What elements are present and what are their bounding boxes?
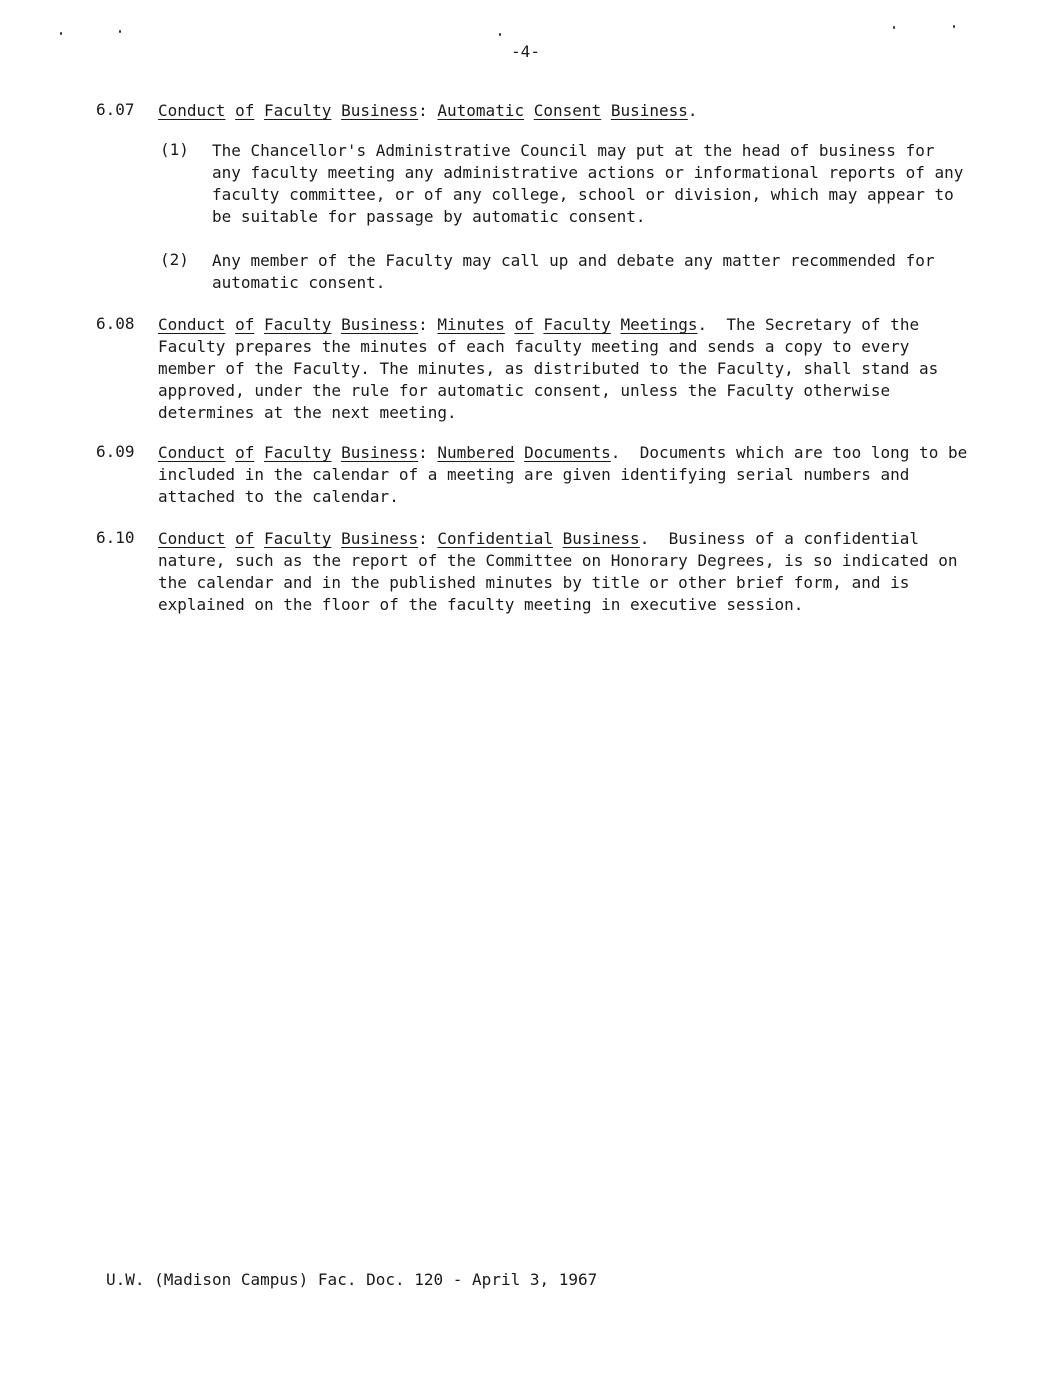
section-heading xyxy=(158,100,976,122)
subitem-number: (2) xyxy=(160,250,189,269)
heading-word: of xyxy=(235,315,255,334)
scan-speck xyxy=(119,30,121,33)
scan-speck xyxy=(499,33,501,36)
heading-word: Consent xyxy=(533,101,602,120)
heading-word: Business xyxy=(341,529,419,548)
heading-word: Numbered xyxy=(437,443,515,462)
section-number: 6.09 xyxy=(96,442,135,461)
section-text xyxy=(158,314,976,424)
heading-word: Meetings xyxy=(620,315,698,334)
heading-word: of xyxy=(514,315,534,334)
scan-speck xyxy=(60,32,62,35)
heading-word: Business xyxy=(341,101,419,120)
subitem-2 xyxy=(160,250,972,294)
heading-word: Faculty xyxy=(543,315,611,334)
heading-word: Business xyxy=(610,101,688,120)
scan-speck xyxy=(893,26,895,29)
page-number: -4- xyxy=(511,42,540,61)
heading-word: Business xyxy=(562,529,640,548)
subitem-text: Any member of the Faculty may call up and debate any matter recommended for automatic consent. xyxy=(212,251,935,292)
heading-period: . xyxy=(697,315,708,334)
heading-word: Minutes xyxy=(437,315,505,334)
heading-word: Faculty xyxy=(263,529,332,548)
section-6-10 xyxy=(96,528,976,616)
heading-word: Faculty xyxy=(263,443,332,462)
heading-word: of xyxy=(235,443,255,462)
heading-word: Documents xyxy=(524,443,611,462)
heading-colon: : xyxy=(418,529,438,548)
heading-word: of xyxy=(235,529,255,548)
heading-word: Faculty xyxy=(263,315,332,334)
heading-word: Automatic xyxy=(437,101,525,120)
section-6-09 xyxy=(96,442,976,508)
section-6-07 xyxy=(96,100,976,122)
heading-word: Confidential xyxy=(437,529,553,548)
heading-period: . xyxy=(610,443,621,462)
section-number: 6.10 xyxy=(96,528,135,547)
heading-colon: : xyxy=(418,315,438,334)
heading-word: Business xyxy=(341,315,419,334)
scan-speck xyxy=(953,25,955,28)
heading-word: Faculty xyxy=(263,101,332,120)
heading-period: . xyxy=(639,529,650,548)
heading-colon: : xyxy=(418,443,438,462)
section-number: 6.07 xyxy=(96,100,135,119)
section-number: 6.08 xyxy=(96,314,135,333)
document-footer: U.W. (Madison Campus) Fac. Doc. 120 - April 3, 1967 xyxy=(106,1270,598,1289)
subitem-number: (1) xyxy=(160,140,189,159)
heading-colon: : xyxy=(418,101,438,120)
heading-word: Conduct xyxy=(158,101,226,120)
heading-period: . xyxy=(687,101,698,120)
heading-word: Conduct xyxy=(158,529,226,548)
section-body: The Secretary of the Faculty prepares the minutes of each faculty meeting and sends a copy to every member of the Faculty. The minutes, as distributed to the Faculty, shall stand as approved, under the rule for automatic consent, unless the Faculty otherwise determines at the next meeting. xyxy=(158,315,939,422)
heading-word: Business xyxy=(341,443,419,462)
section-text xyxy=(158,528,976,616)
heading-word: Conduct xyxy=(158,315,226,334)
heading-word: of xyxy=(235,101,255,120)
subitem-text: The Chancellor's Administrative Council may put at the head of business for any faculty meeting any administrative actions or informational reports of any faculty committee, or of any college, school or division, which may appear to be suitable for passage by automatic consent. xyxy=(212,141,964,226)
section-body: Business of a confidential nature, such as the report of the Committee on Honorary Degrees, is so indicated on the calendar and in the published minutes by title or other brief form, and is explained on the floor of the faculty meeting in executive session. xyxy=(158,529,958,614)
section-body: Documents which are too long to be included in the calendar of a meeting are given identifying serial numbers and attached to the calendar. xyxy=(158,443,968,506)
subitem-1 xyxy=(160,140,972,228)
section-6-08 xyxy=(96,314,976,424)
heading-word: Conduct xyxy=(158,443,226,462)
section-text xyxy=(158,442,976,508)
